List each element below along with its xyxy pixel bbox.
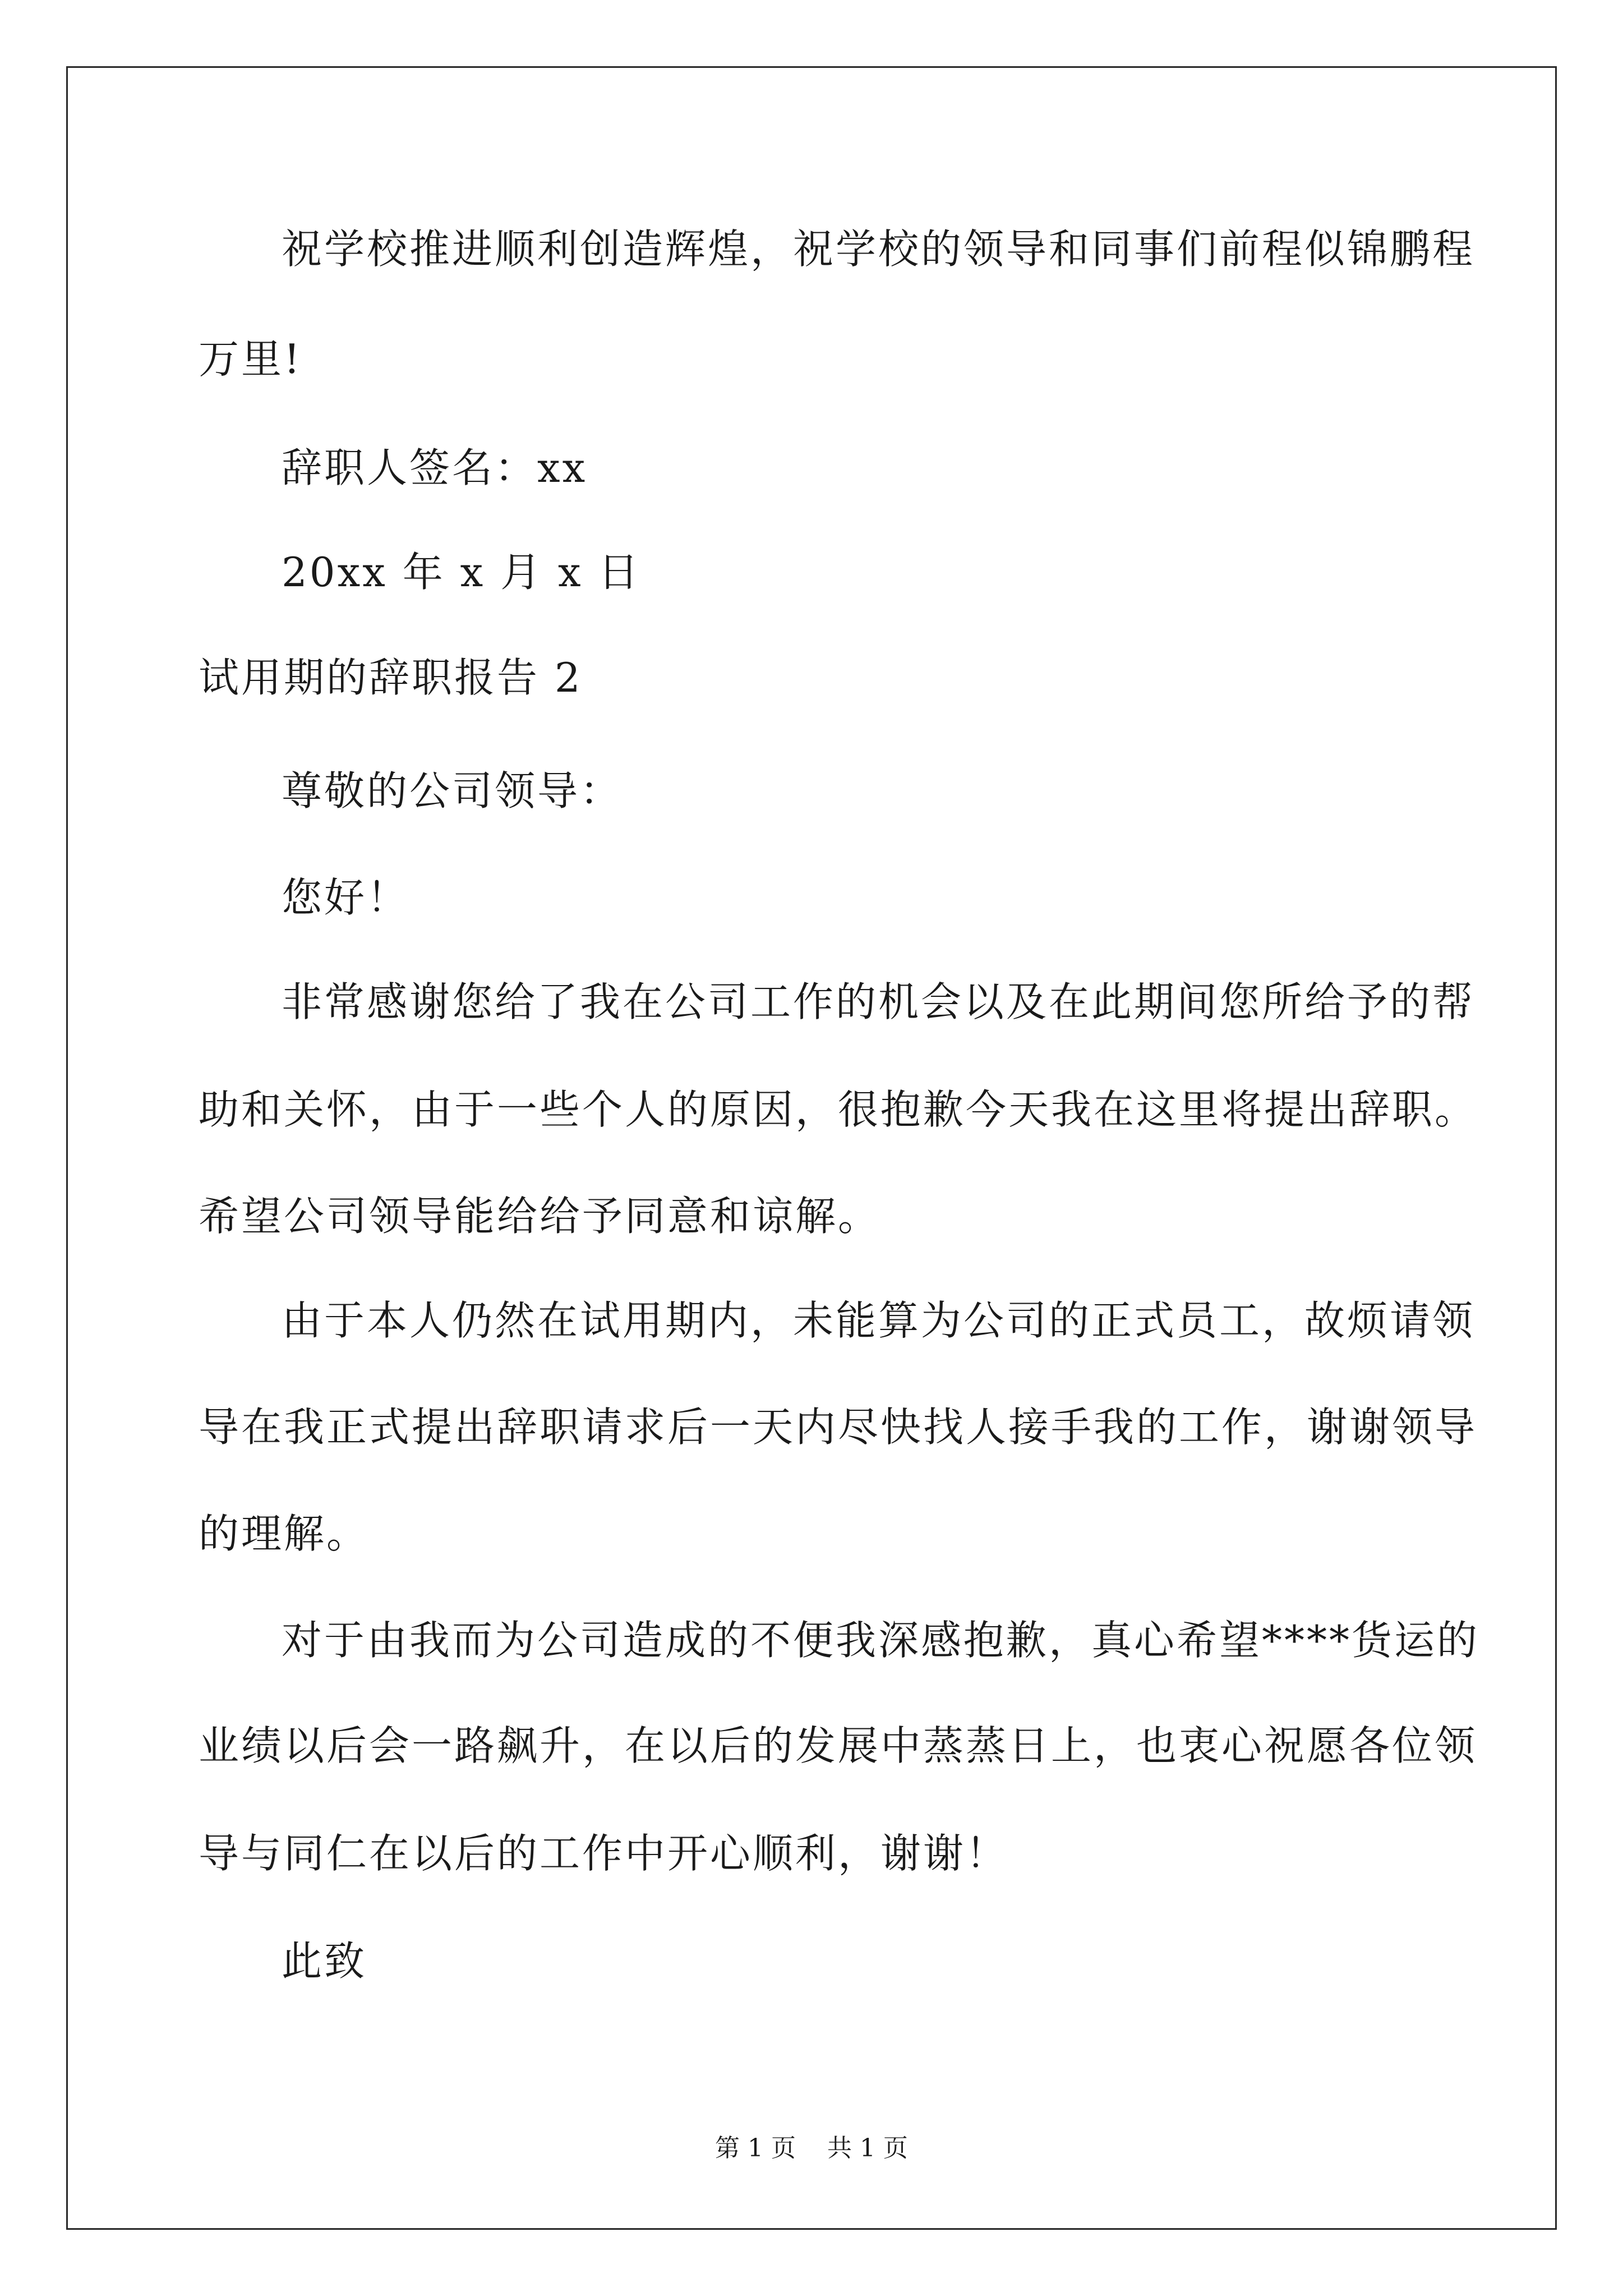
- paragraph-line: 导在我正式提出辞职请求后一天内尽快找人接手我的工作，谢谢领导: [199, 1404, 1478, 1451]
- paragraph-line: 希望公司领导能给给予同意和谅解。: [199, 1193, 881, 1240]
- paragraph-line: 非常感谢您给了我在公司工作的机会以及在此期间您所给予的帮: [282, 978, 1476, 1025]
- page-border: [66, 66, 1557, 2230]
- paragraph-line: 对于由我而为公司造成的不便我深感抱歉，真心希望****货运的: [282, 1617, 1480, 1664]
- section-title: 试用期的辞职报告 2: [199, 654, 583, 701]
- paragraph-line: 由于本人仍然在试用期内，未能算为公司的正式员工，故烦请领: [282, 1297, 1476, 1344]
- paragraph-line: 的理解。: [199, 1510, 370, 1557]
- paragraph-line: 助和关怀，由于一些个人的原因，很抱歉今天我在这里将提出辞职。: [199, 1086, 1478, 1133]
- paragraph-line: 万里!: [199, 335, 302, 383]
- signature-line: 辞职人签名：xx: [282, 444, 588, 491]
- paragraph-line: 祝学校推进顺利创造辉煌，祝学校的领导和同事们前程似锦鹏程: [282, 226, 1476, 273]
- greeting: 您好！: [282, 874, 410, 921]
- paragraph-line: 业绩以后会一路飙升，在以后的发展中蒸蒸日上，也衷心祝愿各位领: [199, 1722, 1478, 1769]
- date-line: 20xx 年 x 月 x 日: [282, 549, 641, 596]
- paragraph-line: 导与同仁在以后的工作中开心顺利，谢谢！: [199, 1830, 1009, 1877]
- closing: 此致: [282, 1938, 367, 1985]
- salutation: 尊敬的公司领导：: [282, 767, 623, 815]
- page-number: 第 1 页 共 1 页: [715, 2134, 908, 2162]
